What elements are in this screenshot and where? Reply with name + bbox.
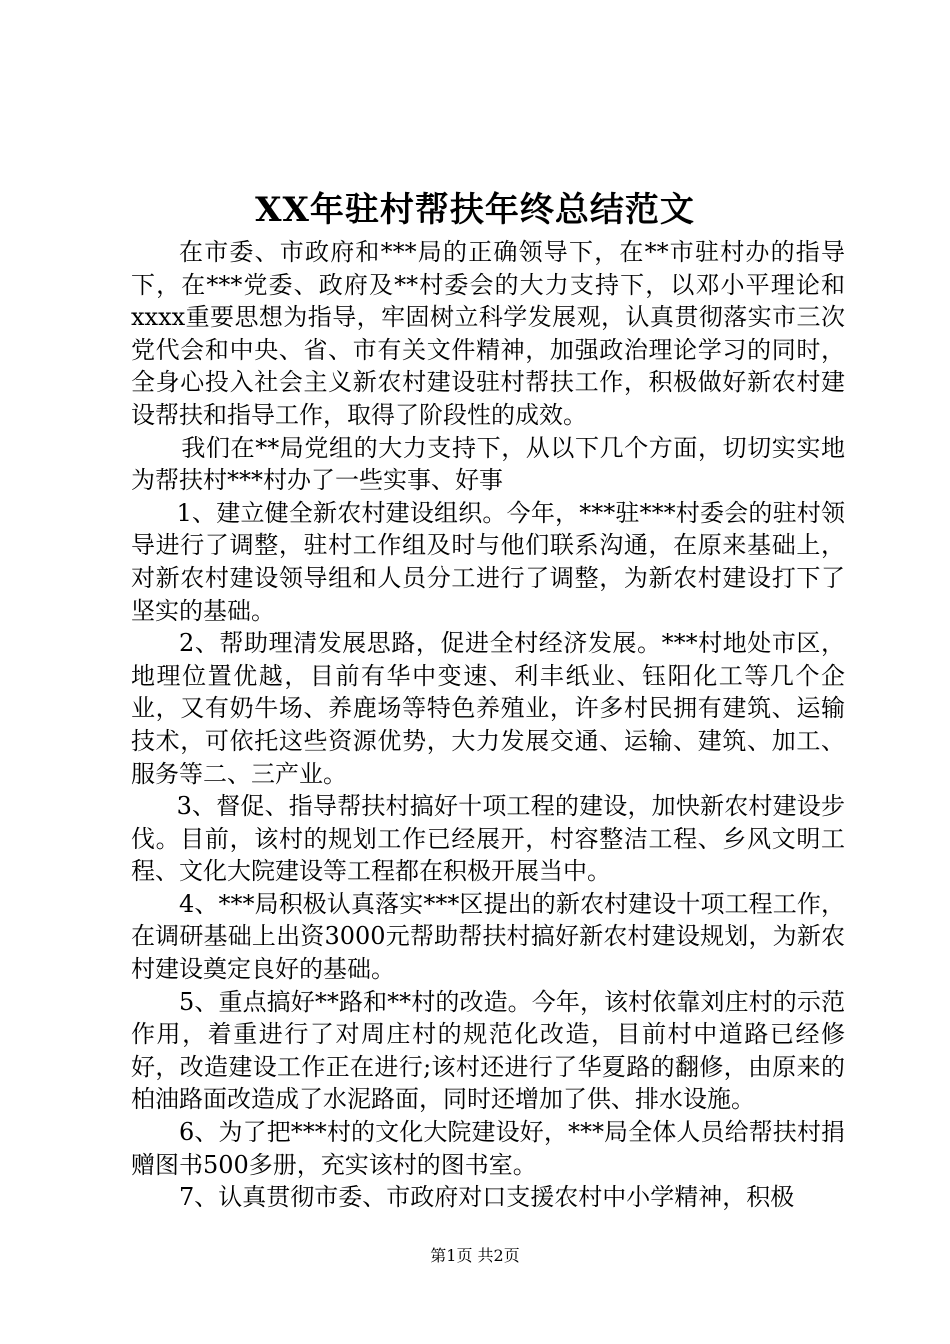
paragraph-item-6: 6、为了把***村的文化大院建设好，***局全体人员给帮扶村捐赠图书500多册，充实该村的图书室。	[131, 1118, 845, 1179]
paragraph-intro: 在市委、市政府和***局的正确领导下，在**市驻村办的指导下，在***党委、政府及**村委会的大力支持下，以邓小平理论和xxxx重要思想为指导，牢固树立科学发展观，认真贯彻落实市三次党代会和中央、省、市有关文件精神，加强政治理论学习的同时，全身心投入社会主义新农村建设驻村帮扶工作，积极做好新农村建设帮扶和指导工作，取得了阶段性的成效。	[131, 238, 845, 429]
paragraph-item-1: 1、建立健全新农村建设组织。今年，***驻***村委会的驻村领导进行了调整，驻村工作组及时与他们联系沟通，在原来基础上，对新农村建设领导组和人员分工进行了调整，为新农村建设打下了坚实的基础。	[131, 498, 845, 625]
paragraph-item-4: 4、***局积极认真落实***区提出的新农村建设十项工程工作，在调研基础上出资3000元帮助帮扶村搞好新农村建设规划，为新农村建设奠定良好的基础。	[131, 889, 845, 984]
paragraph-item-5: 5、重点搞好**路和**村的改造。今年，该村依靠刘庄村的示范作用，着重进行了对周庄村的规范化改造，目前村中道路已经修好，改造建设工作正在进行;该村还进行了华夏路的翻修，由原来的柏油路面改造成了水泥路面，同时还增加了供、排水设施。	[131, 987, 845, 1114]
paragraph-item-3: 3、督促、指导帮扶村搞好十项工程的建设，加快新农村建设步伐。目前，该村的规划工作已经展开，村容整洁工程、乡风文明工程、文化大院建设等工程都在积极开展当中。	[131, 792, 845, 886]
paragraph-item-7: 7、认真贯彻市委、市政府对口支援农村中小学精神，积极	[179, 1183, 795, 1212]
document-body	[131, 236, 845, 1214]
paragraph-item-2: 2、帮助理清发展思路，促进全村经济发展。***村地处市区，地理位置优越，目前有华中变速、利丰纸业、钰阳化工等几个企业，又有奶牛场、养鹿场等特色养殖业，许多村民拥有建筑、运输技术，可依托这些资源优势，大力发展交通、运输、建筑、加工、服务等二、三产业。	[131, 629, 845, 788]
page-footer: 第1页 共2页	[430, 1246, 520, 1265]
document-title: XX年驻村帮扶年终总结范文	[255, 190, 695, 230]
paragraph-summary: 我们在**局党组的大力支持下，从以下几个方面，切切实实地为帮扶村***村办了一些实事、好事	[131, 433, 845, 495]
